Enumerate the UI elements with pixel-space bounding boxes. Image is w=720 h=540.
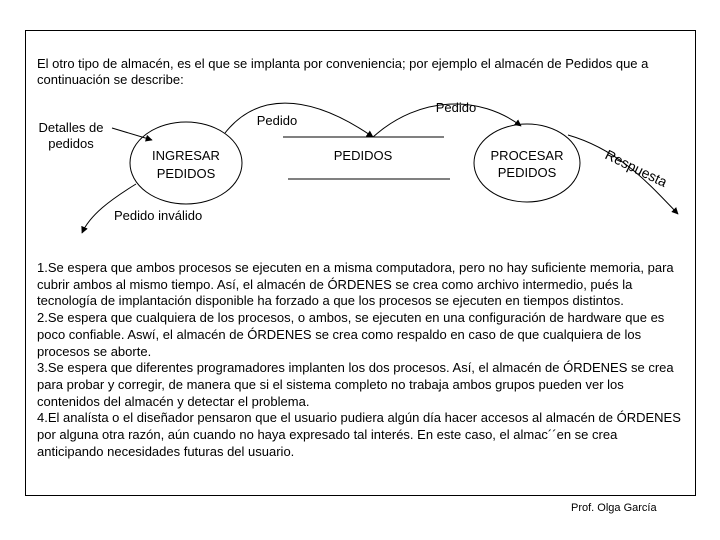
process-ingresar-pedidos — [130, 122, 242, 204]
process-2-label-1: PROCESAR — [490, 148, 564, 163]
flow-label-respuesta: Respuesta — [602, 146, 670, 191]
process-1-label-2: PEDIDOS — [156, 166, 216, 181]
flow-label-to-store: Pedido — [256, 113, 298, 128]
explanation-item: 3.Se espera que diferentes programadores implanten los dos procesos. Así, el almacén de ÓRDENES se crea para probar y corregir, de manera que si el sistema completo no trabaja ambos grupos pueden ver los contenidos del almacén y detectar el problema. — [37, 360, 674, 409]
flow-arrow-to-store — [225, 103, 373, 137]
explanation-list — [37, 260, 687, 460]
external-input-label-1: Detalles de — [38, 120, 104, 135]
explanation-item: 4.El analísta o el diseñador pensaron que el usuario pudiera algún día hacer accesos al almacén de ÓRDENES por alguna otra razón, aún cuando no haya expresado tal interés. En este caso, el almac´´en se crea anticipando necesidades futuras del usuario. — [37, 410, 681, 459]
external-input-label-2: pedidos — [48, 136, 94, 151]
author-footer: Prof. Olga García — [571, 502, 657, 514]
process-2-label-2: PEDIDOS — [497, 165, 557, 180]
process-1-label-1: INGRESAR — [152, 148, 220, 163]
process-procesar-pedidos — [474, 124, 580, 202]
flow-label-invalid: Pedido inválido — [114, 208, 203, 223]
flow-label-from-store: Pedido — [435, 100, 477, 115]
explanation-item: 2.Se espera que cualquiera de los procesos, o ambos, se ejecuten en una configuración de hardware que es poco confiable. Aswí, el almacén de ÓRDENES se crea como respaldo en caso de que cualquiera de los procesos se aborte. — [37, 310, 665, 359]
data-store-label: PEDIDOS — [333, 148, 393, 163]
intro-paragraph: El otro tipo de almacén, es el que se implanta por conveniencia; por ejemplo el almacén de Pedidos que a continuación se describe: — [37, 56, 649, 87]
explanation-item: 1.Se espera que ambos procesos se ejecuten en a misma computadora, pero no hay suficiente memoria, para cubrir ambos al mismo tiempo. Así, el almacén de ÓRDENES se crea como archivo intermedio, pués la tecnología de implantación disponible ha forzado a que los procesos se ejecuten en tiempos distintos. — [37, 260, 674, 309]
